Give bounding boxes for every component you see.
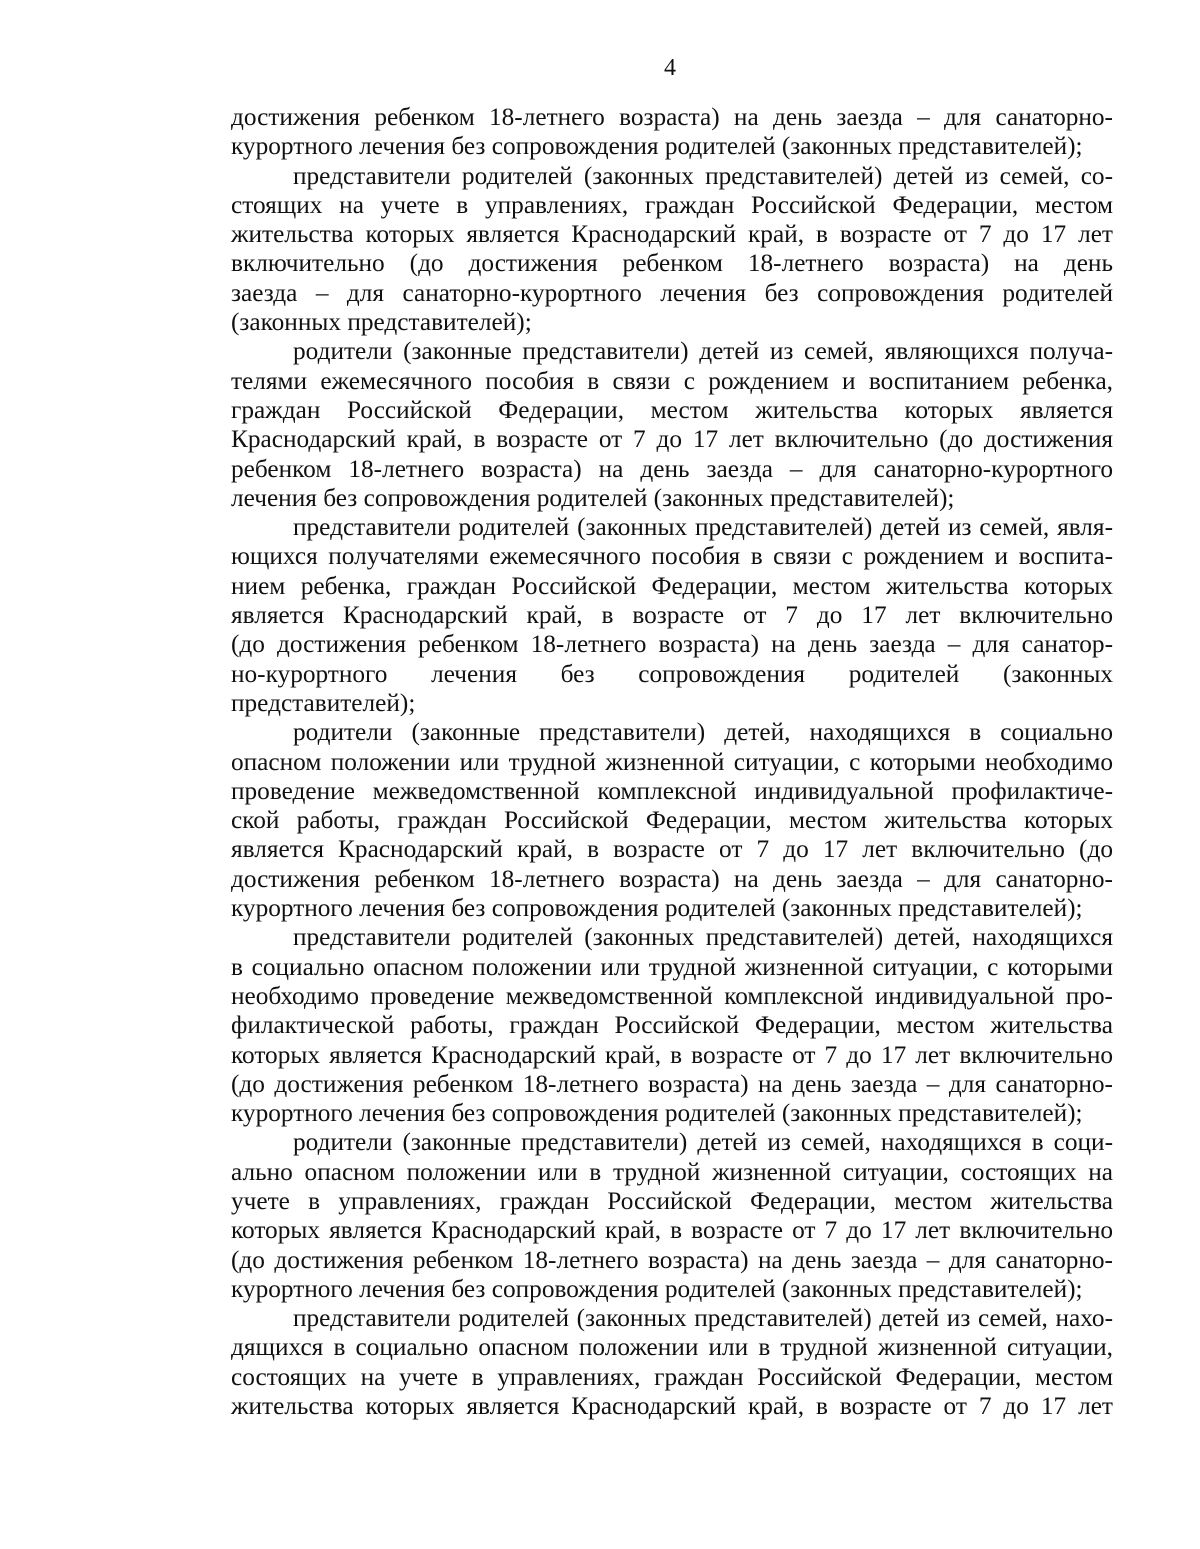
text-line: заезда – для санаторно-курортного лечения без сопровождения родителей bbox=[231, 278, 1113, 307]
text-line: представители родителей (законных представителей) детей из семей, со- bbox=[293, 161, 1113, 190]
paragraph bbox=[231, 162, 1113, 338]
paragraph bbox=[231, 337, 1113, 513]
text-line: достижения ребенком 18-летнего возраста) на день заезда – для санаторно- bbox=[231, 103, 1113, 131]
text-line: представители родителей (законных представителей) детей из семей, явля- bbox=[293, 513, 1113, 542]
text-line: (до достижения ребенком 18-летнего возраста) на день заезда – для санатор- bbox=[231, 630, 1113, 659]
text-line: в социально опасном положении или трудной жизненной ситуации, с которыми bbox=[231, 952, 1113, 981]
text-line: представители родителей (законных представителей) детей, находящихся bbox=[293, 923, 1113, 952]
text-line: курортного лечения без сопровождения родителей (законных представителей); bbox=[231, 1099, 1083, 1128]
text-line: проведение межведомственной комплексной индивидуальной профилактиче- bbox=[231, 776, 1113, 805]
text-line: курортного лечения без сопровождения родителей (законных представителей); bbox=[231, 1274, 1083, 1303]
text-line: является Краснодарский край, в возрасте от 7 до 17 лет включительно (до bbox=[231, 835, 1113, 864]
text-line: Краснодарский край, в возрасте от 7 до 17 лет включительно (до достижения bbox=[231, 425, 1113, 454]
paragraph bbox=[231, 923, 1113, 1128]
text-line: курортного лечения без сопровождения родителей (законных представителей); bbox=[231, 894, 1083, 923]
text-line: лечения без сопровождения родителей (законных представителей); bbox=[231, 483, 955, 512]
text-line: опасном положении или трудной жизненной ситуации, с которыми необходимо bbox=[231, 747, 1113, 776]
text-line: достижения ребенком 18-летнего возраста) на день заезда – для санаторно- bbox=[231, 864, 1113, 893]
page-number: 4 bbox=[664, 55, 676, 81]
paragraph bbox=[231, 103, 1113, 162]
text-line: (до достижения ребенком 18-летнего возраста) на день заезда – для санаторно- bbox=[231, 1245, 1113, 1274]
text-line: но-курортного лечения без сопровождения родителей (законных bbox=[231, 659, 1113, 688]
paragraph bbox=[231, 1304, 1113, 1421]
text-line: ребенком 18-летнего возраста) на день заезда – для санаторно-курортного bbox=[231, 454, 1113, 483]
text-line: которых является Краснодарский край, в возрасте от 7 до 17 лет включительно bbox=[231, 1216, 1113, 1245]
text-line: родители (законные представители) детей из семей, являющихся получа- bbox=[293, 337, 1113, 366]
paragraph bbox=[231, 513, 1113, 718]
text-line: телями ежемесячного пособия в связи с рождением и воспитанием ребенка, bbox=[231, 366, 1113, 395]
text-line: дящихся в социально опасном положении или в трудной жизненной ситуации, bbox=[231, 1333, 1113, 1362]
document-body bbox=[231, 103, 1113, 1421]
text-line: которых является Краснодарский край, в возрасте от 7 до 17 лет включительно bbox=[231, 1040, 1113, 1069]
text-line: состоящих на учете в управлениях, граждан Российской Федерации, местом bbox=[231, 1362, 1113, 1391]
paragraph bbox=[231, 1128, 1113, 1304]
text-line: представителей); bbox=[231, 688, 416, 717]
text-line: учете в управлениях, граждан Российской Федерации, местом жительства bbox=[231, 1186, 1113, 1215]
text-line: жительства которых является Краснодарский край, в возрасте от 7 до 17 лет bbox=[231, 220, 1113, 249]
text-line: ющихся получателями ежемесячного пособия в связи с рождением и воспита- bbox=[231, 542, 1113, 571]
text-line: родители (законные представители) детей из семей, находящихся в соци- bbox=[293, 1128, 1113, 1157]
text-line: (до достижения ребенком 18-летнего возраста) на день заезда – для санаторно- bbox=[231, 1069, 1113, 1098]
text-line: курортного лечения без сопровождения родителей (законных представителей); bbox=[231, 132, 1083, 161]
text-line: родители (законные представители) детей, находящихся в социально bbox=[293, 718, 1113, 747]
text-line: (законных представителей); bbox=[231, 308, 532, 337]
text-line: нием ребенка, граждан Российской Федерации, местом жительства которых bbox=[231, 571, 1113, 600]
text-line: граждан Российской Федерации, местом жительства которых является bbox=[231, 395, 1113, 424]
text-line: стоящих на учете в управлениях, граждан Российской Федерации, местом bbox=[231, 190, 1113, 219]
paragraph bbox=[231, 718, 1113, 923]
text-line: ально опасном положении или в трудной жизненной ситуации, состоящих на bbox=[231, 1157, 1113, 1186]
text-line: жительства которых является Краснодарский край, в возрасте от 7 до 17 лет bbox=[231, 1392, 1113, 1421]
text-line: филактической работы, граждан Российской Федерации, местом жительства bbox=[231, 1011, 1113, 1040]
text-line: необходимо проведение межведомственной комплексной индивидуальной про- bbox=[231, 981, 1113, 1010]
text-line: ской работы, граждан Российской Федерации, местом жительства которых bbox=[231, 806, 1113, 835]
text-line: является Краснодарский край, в возрасте от 7 до 17 лет включительно bbox=[231, 601, 1113, 630]
text-line: включительно (до достижения ребенком 18-летнего возраста) на день bbox=[231, 249, 1113, 278]
text-line: представители родителей (законных представителей) детей из семей, нахо- bbox=[293, 1304, 1113, 1333]
